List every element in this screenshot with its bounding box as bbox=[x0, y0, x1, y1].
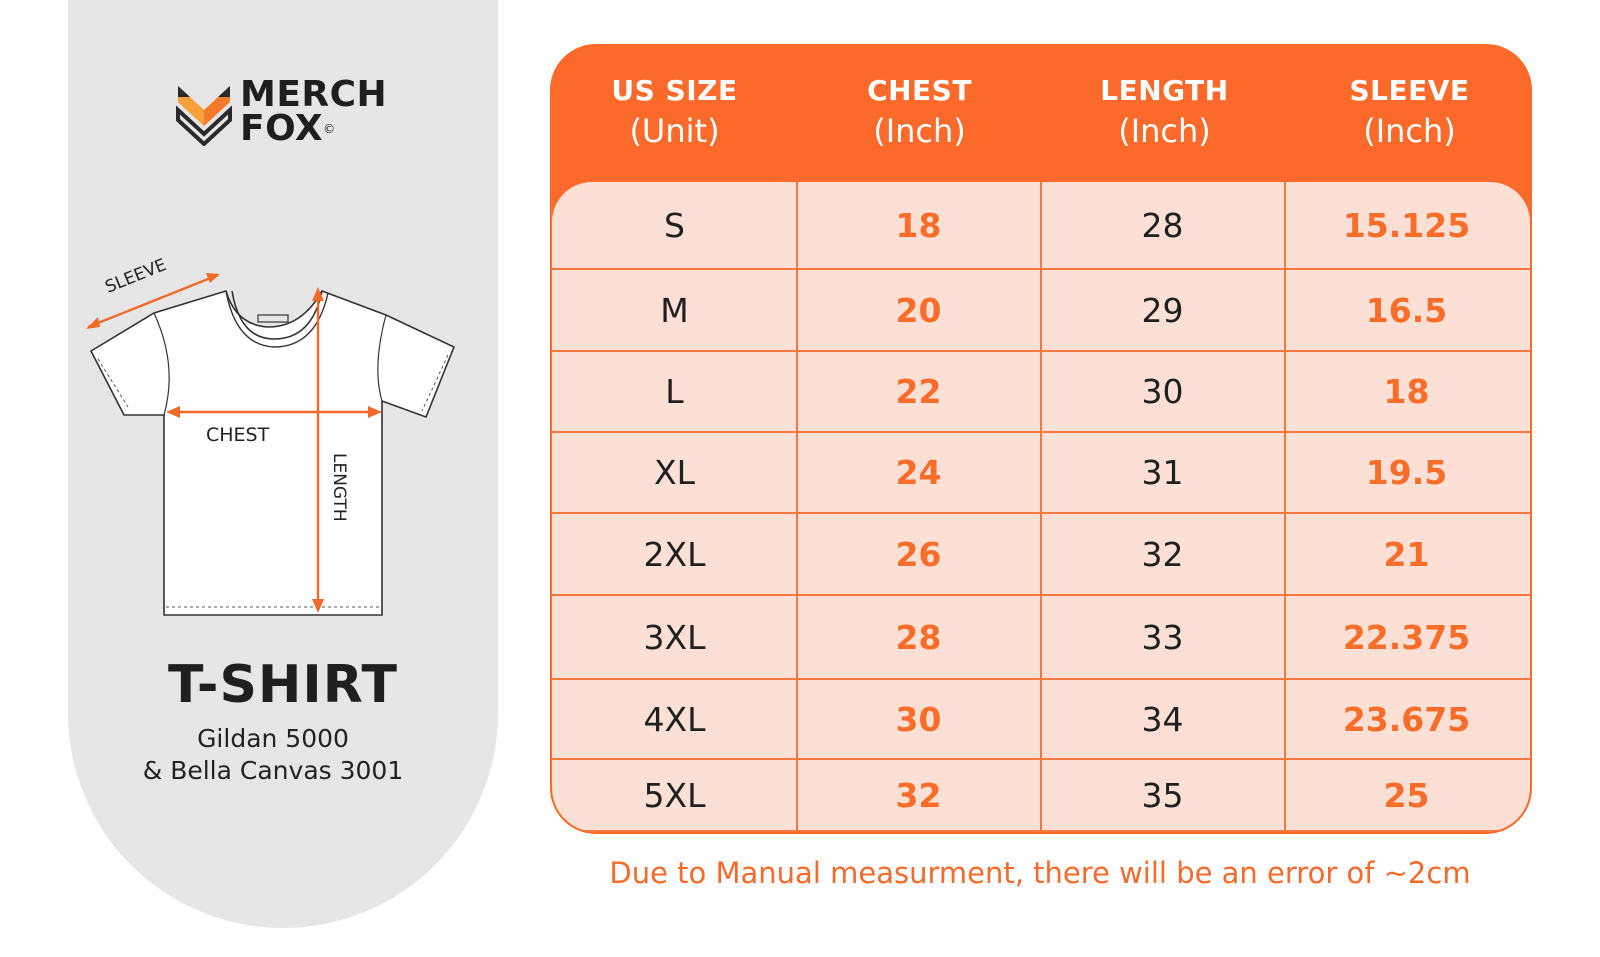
measurement-note: Due to Manual measurment, there will be an error of ~2cm bbox=[609, 856, 1471, 890]
column-divider bbox=[1040, 182, 1042, 832]
header-title: SLEEVE bbox=[1349, 74, 1470, 107]
length-cell: 32 bbox=[1141, 534, 1184, 574]
sleeve-cell: 25 bbox=[1383, 775, 1430, 815]
brand-line-2 bbox=[240, 108, 387, 149]
sleeve-cell: 16.5 bbox=[1365, 290, 1448, 330]
registered-mark: © bbox=[323, 122, 336, 136]
header-length bbox=[1042, 46, 1287, 182]
chest-cell: 22 bbox=[895, 372, 942, 411]
length-cell: 29 bbox=[1141, 290, 1184, 330]
header-chest bbox=[797, 46, 1042, 182]
merch-fox-logo bbox=[176, 74, 396, 150]
size-cell: XL bbox=[654, 453, 695, 492]
length-cell: 31 bbox=[1141, 453, 1184, 492]
chest-cell: 30 bbox=[895, 699, 942, 739]
header-unit: (Inch) bbox=[1118, 112, 1211, 150]
sleeve-cell: 15.125 bbox=[1342, 205, 1471, 245]
length-cell: 30 bbox=[1141, 372, 1184, 411]
sleeve-cell: 22.375 bbox=[1342, 617, 1471, 657]
header-unit: (Unit) bbox=[629, 112, 720, 150]
size-cell: 3XL bbox=[643, 617, 706, 657]
size-cell: 2XL bbox=[643, 534, 706, 574]
table-body bbox=[552, 182, 1530, 832]
length-cell: 34 bbox=[1141, 699, 1184, 739]
header-title: CHEST bbox=[867, 74, 972, 107]
table-header bbox=[552, 46, 1530, 182]
product-title: T-SHIRT bbox=[168, 655, 398, 715]
size-chart-table bbox=[550, 44, 1532, 834]
header-title: US SIZE bbox=[611, 74, 738, 107]
size-cell: S bbox=[664, 205, 685, 245]
brand-line-1: MERCH bbox=[240, 74, 388, 115]
product-subtitle-line-1: Gildan 5000 bbox=[197, 724, 349, 753]
column-divider bbox=[796, 182, 798, 832]
chest-cell: 24 bbox=[895, 453, 942, 492]
sleeve-cell: 23.675 bbox=[1342, 699, 1471, 739]
product-panel bbox=[68, 0, 498, 928]
header-us-size bbox=[552, 46, 797, 182]
chest-cell: 32 bbox=[895, 775, 942, 815]
sleeve-cell: 18 bbox=[1383, 372, 1430, 411]
size-cell: 4XL bbox=[643, 699, 706, 739]
length-label: LENGTH bbox=[329, 453, 349, 522]
header-sleeve bbox=[1287, 46, 1532, 182]
product-subtitle-line-2: & Bella Canvas 3001 bbox=[142, 756, 404, 785]
sleeve-label: SLEEVE bbox=[102, 255, 170, 298]
brand-name bbox=[240, 74, 388, 149]
fox-logo-icon bbox=[176, 80, 232, 146]
length-cell: 33 bbox=[1141, 617, 1184, 657]
chest-label: CHEST bbox=[206, 424, 270, 446]
sleeve-cell: 21 bbox=[1383, 534, 1430, 574]
chest-cell: 18 bbox=[895, 205, 942, 245]
chest-cell: 20 bbox=[895, 290, 942, 330]
brand-line-2-text: FOX bbox=[240, 108, 324, 149]
column-divider bbox=[1284, 182, 1286, 832]
length-cell: 35 bbox=[1141, 775, 1184, 815]
chest-cell: 28 bbox=[895, 617, 942, 657]
length-cell: 28 bbox=[1141, 205, 1184, 245]
size-cell: L bbox=[665, 372, 684, 411]
chest-cell: 26 bbox=[895, 534, 942, 574]
size-cell: 5XL bbox=[643, 775, 706, 815]
header-title: LENGTH bbox=[1100, 74, 1229, 107]
header-unit: (Inch) bbox=[873, 112, 966, 150]
size-cell: M bbox=[660, 290, 689, 330]
tshirt-diagram bbox=[86, 255, 486, 635]
header-unit: (Inch) bbox=[1363, 112, 1456, 150]
sleeve-cell: 19.5 bbox=[1365, 453, 1448, 492]
